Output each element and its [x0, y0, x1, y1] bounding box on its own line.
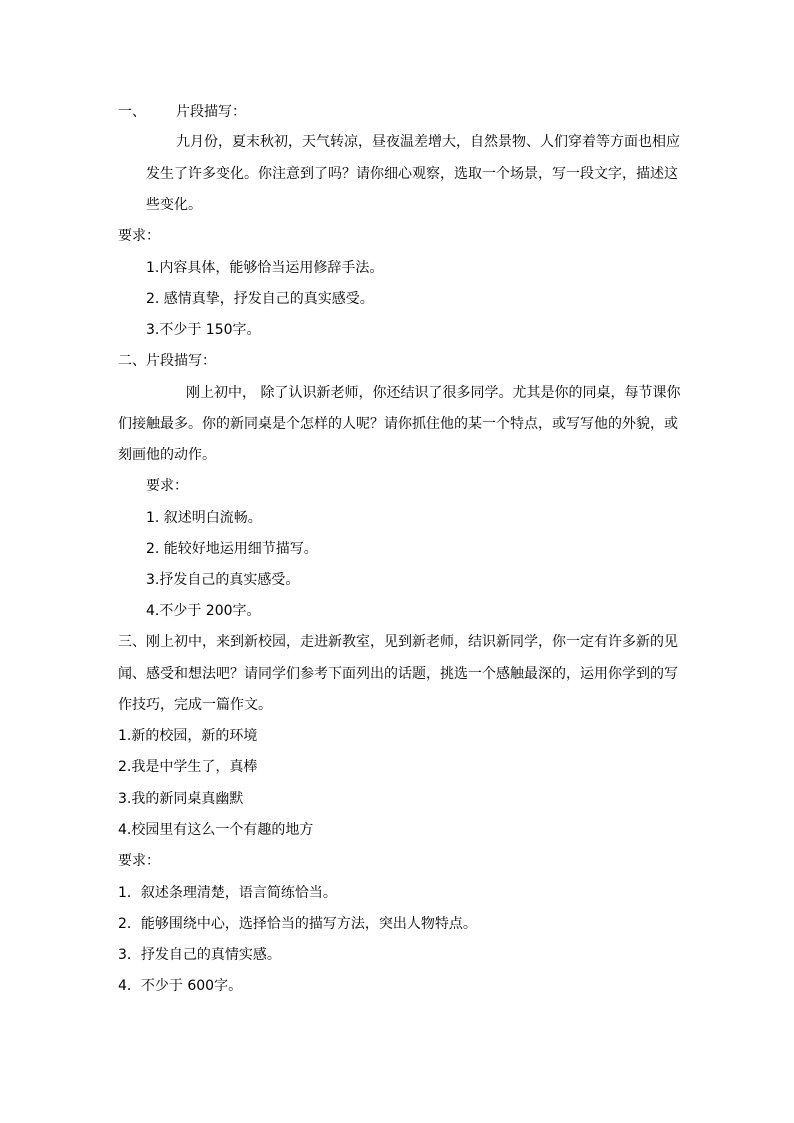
section2-requirement-item: 4.不少于 200字。	[146, 603, 261, 619]
section1-heading-text: 片段描写：	[176, 104, 246, 120]
section1-requirement-item: 1.内容具体，能够恰当运用修辞手法。	[146, 260, 384, 276]
section1-paragraph-line: 发生了许多变化。你注意到了吗？请你细心观察，选取一个场景，写一段文字，描述这	[146, 166, 678, 182]
section3-paragraph-line: 闻、感受和想法吧？请同学们参考下面列出的话题，挑选一个感触最深的，运用你学到的写	[118, 666, 678, 682]
section3-paragraph-line: 三、刚上初中，来到新校园，走进新教室，见到新老师，结识新同学，你一定有许多新的见	[118, 634, 678, 650]
section3-paragraph-line: 作技巧，完成一篇作文。	[118, 697, 272, 713]
section1-heading-number: 一、	[118, 104, 146, 120]
section3-topic-item: 4.校园里有这么一个有趣的地方	[118, 822, 314, 838]
section3-topic-item: 3.我的新同桌真幽默	[118, 791, 244, 807]
section1-requirement-item: 3.不少于 150字。	[146, 322, 261, 338]
section2-requirement-item: 3.抒发自己的真实感受。	[146, 572, 300, 588]
section3-requirement-item: 4．不少于 600字。	[118, 978, 243, 994]
section1-requirements-label: 要求：	[118, 228, 160, 244]
section3-topic-item: 2.我是中学生了，真棒	[118, 759, 258, 775]
section1-paragraph-line: 九月份，夏末秋初，天气转凉，昼夜温差增大，自然景物、人们穿着等方面也相应	[176, 134, 680, 150]
section2-requirements-label: 要求：	[146, 478, 188, 494]
section3-requirement-item: 3．抒发自己的真情实感。	[118, 947, 281, 963]
section2-heading: 二、片段描写：	[118, 353, 216, 369]
section3-requirement-item: 2．能够围绕中心，选择恰当的描写方法，突出人物特点。	[118, 916, 477, 932]
section2-paragraph-line: 刚上初中， 除了认识新老师，你还结识了很多同学。尤其是你的同桌，每节课你	[186, 385, 681, 401]
section3-requirement-item: 1．叙述条理清楚，语言简练恰当。	[118, 885, 337, 901]
section3-requirements-label: 要求：	[118, 853, 160, 869]
section2-requirement-item: 1. 叙述明白流畅。	[146, 510, 262, 526]
section2-paragraph-line: 们接触最多。你的新同桌是个怎样的人呢？请你抓住他的某一个特点，或写写他的外貌，或	[118, 416, 678, 432]
section2-paragraph-line: 刻画他的动作。	[118, 447, 216, 463]
section3-topic-item: 1.新的校园，新的环境	[118, 728, 258, 744]
section2-requirement-item: 2. 能较好地运用细节描写。	[146, 541, 318, 557]
section1-paragraph-line: 些变化。	[146, 197, 202, 213]
section1-requirement-item: 2. 感情真挚，抒发自己的真实感受。	[146, 291, 374, 307]
